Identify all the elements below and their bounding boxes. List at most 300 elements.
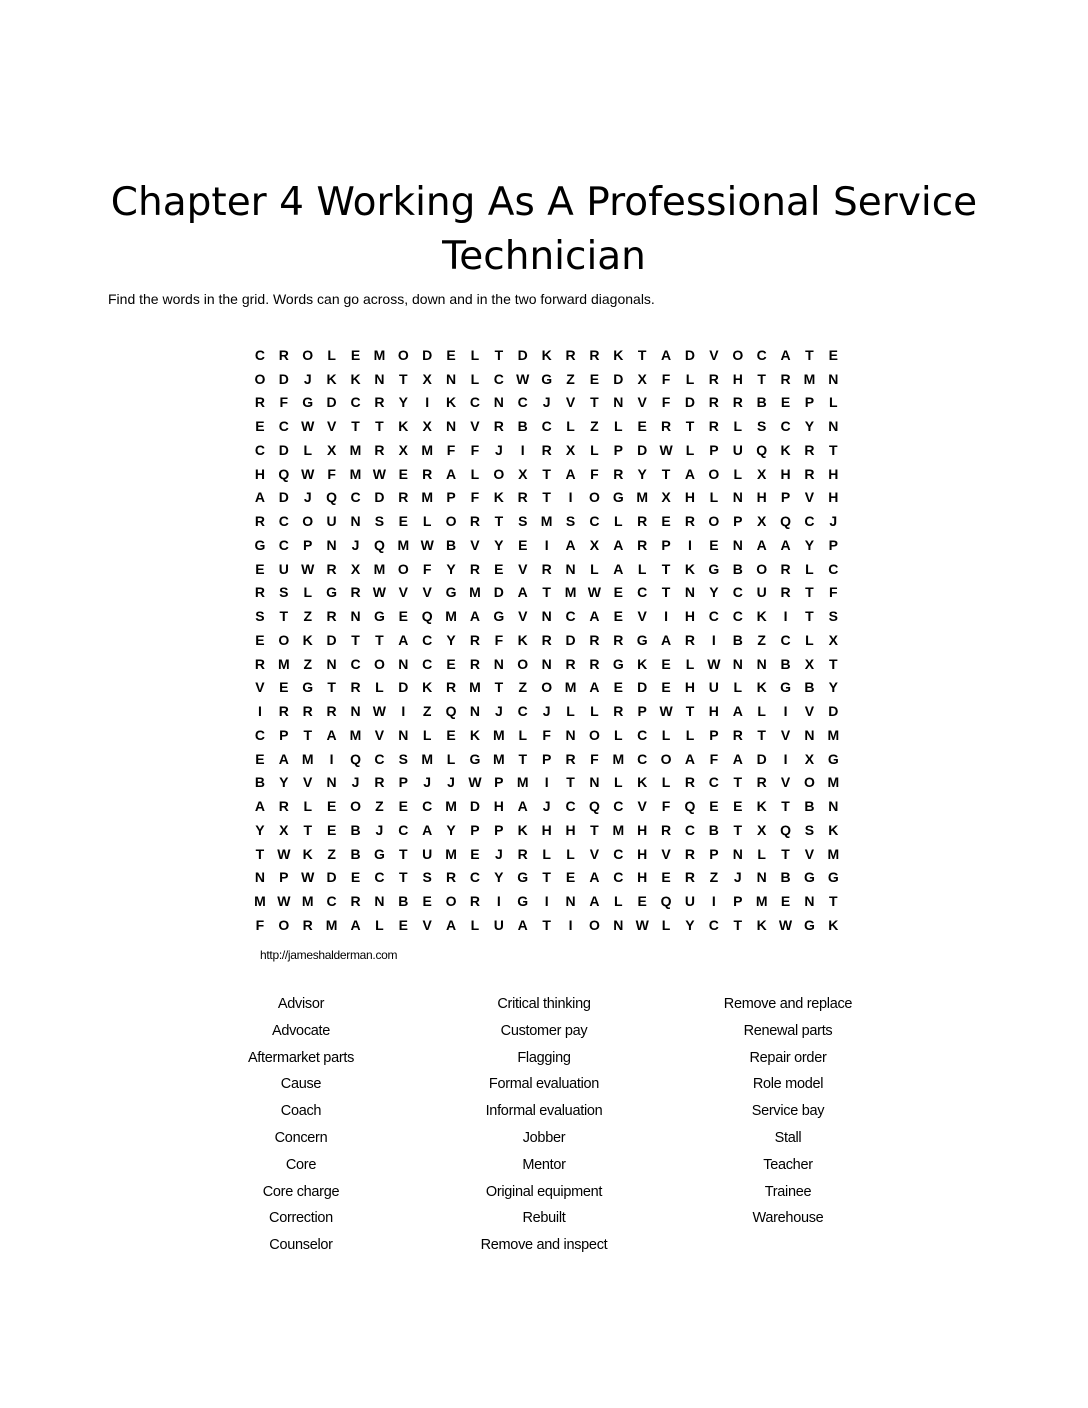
grid-letter: W bbox=[587, 584, 602, 601]
grid-letter: U bbox=[756, 584, 767, 601]
grid-letter: V bbox=[518, 608, 528, 625]
grid-letter: P bbox=[780, 489, 791, 506]
grid-letter: A bbox=[732, 703, 743, 720]
grid-letter: Y bbox=[804, 418, 815, 435]
grid-letter: P bbox=[709, 726, 719, 743]
grid-letter: Z bbox=[590, 418, 599, 435]
grid-letter: M bbox=[421, 750, 434, 767]
grid-letter: M bbox=[827, 845, 840, 862]
grid-letter: X bbox=[589, 536, 600, 553]
grid-letter: O bbox=[541, 679, 553, 696]
grid-letter: V bbox=[326, 418, 337, 435]
grid-letter: L bbox=[661, 916, 671, 933]
grid-letter: E bbox=[637, 418, 647, 435]
grid-letter: N bbox=[326, 536, 337, 553]
grid-letter: C bbox=[708, 916, 719, 933]
grid-letter: W bbox=[468, 774, 482, 791]
grid-letter: C bbox=[254, 346, 265, 363]
grid-letter: N bbox=[446, 370, 457, 387]
word-list-item: Jobber bbox=[522, 1129, 566, 1146]
grid-letter: M bbox=[301, 893, 314, 910]
grid-letter: B bbox=[780, 655, 791, 672]
grid-letter: N bbox=[756, 869, 767, 886]
grid-letter: G bbox=[373, 845, 385, 862]
grid-letter: K bbox=[756, 679, 767, 696]
grid-letter: C bbox=[613, 798, 624, 815]
word-column-2 bbox=[422, 992, 666, 1260]
grid-letter: W bbox=[277, 845, 291, 862]
grid-letter: C bbox=[637, 726, 648, 743]
grid-letter: Q bbox=[373, 536, 385, 553]
grid-letter: Y bbox=[804, 536, 815, 553]
grid-letter: R bbox=[278, 703, 289, 720]
grid-letter: C bbox=[804, 513, 815, 530]
grid-letter: M bbox=[373, 560, 386, 577]
grid-letter: L bbox=[518, 726, 528, 743]
grid-letter: L bbox=[470, 465, 480, 482]
grid-letter: M bbox=[278, 655, 290, 672]
grid-letter: U bbox=[708, 679, 719, 696]
grid-letter: O bbox=[254, 370, 266, 387]
grid-letter: E bbox=[350, 869, 361, 886]
grid-letter: E bbox=[398, 608, 408, 625]
grid-letter: C bbox=[469, 869, 481, 886]
grid-letter: K bbox=[637, 774, 648, 791]
grid-letter: R bbox=[613, 631, 624, 648]
grid-letter: H bbox=[708, 703, 719, 720]
grid-letter: R bbox=[780, 370, 791, 387]
grid-letter: A bbox=[589, 893, 600, 910]
grid-letter: V bbox=[589, 845, 600, 862]
grid-letter: X bbox=[422, 370, 432, 387]
grid-letter: B bbox=[708, 821, 719, 838]
grid-letter: E bbox=[780, 893, 791, 910]
grid-letter: I bbox=[496, 893, 501, 910]
grid-letter: S bbox=[756, 418, 767, 435]
grid-letter: T bbox=[542, 489, 551, 506]
grid-letter: O bbox=[588, 916, 600, 933]
grid-letter: V bbox=[565, 394, 576, 411]
grid-letter: T bbox=[733, 821, 743, 838]
grid-letter: E bbox=[446, 726, 456, 743]
grid-letter: T bbox=[829, 655, 838, 672]
grid-letter: W bbox=[372, 584, 386, 601]
grid-letter: S bbox=[255, 608, 265, 625]
grid-letter: C bbox=[469, 394, 481, 411]
grid-letter: H bbox=[637, 821, 648, 838]
grid-letter: D bbox=[398, 679, 409, 696]
grid-letter: H bbox=[684, 679, 696, 696]
grid-letter: R bbox=[469, 513, 481, 530]
grid-letter: L bbox=[733, 418, 743, 435]
grid-letter: P bbox=[446, 489, 456, 506]
grid-letter: I bbox=[711, 893, 716, 910]
grid-letter: R bbox=[446, 679, 457, 696]
grid-letter: R bbox=[350, 584, 361, 601]
grid-letter: J bbox=[542, 703, 551, 720]
grid-letter: U bbox=[732, 441, 743, 458]
grid-letter: N bbox=[493, 394, 504, 411]
grid-letter: X bbox=[756, 513, 767, 530]
grid-letter: R bbox=[374, 441, 385, 458]
grid-letter: P bbox=[303, 536, 313, 553]
grid-letter: I bbox=[568, 489, 573, 506]
grid-letter: T bbox=[351, 418, 360, 435]
grid-letter: S bbox=[279, 584, 289, 601]
grid-letter: R bbox=[469, 560, 481, 577]
grid-letter: L bbox=[614, 726, 623, 743]
grid-letter: E bbox=[398, 916, 408, 933]
grid-letter: X bbox=[637, 370, 647, 387]
grid-letter: Z bbox=[422, 703, 432, 720]
grid-letter: L bbox=[805, 560, 814, 577]
grid-letter: H bbox=[637, 869, 648, 886]
word-list-item: Repair order bbox=[749, 1049, 827, 1066]
grid-letter: N bbox=[732, 845, 743, 862]
grid-letter: L bbox=[805, 631, 814, 648]
grid-letter: N bbox=[684, 584, 696, 601]
grid-letter: R bbox=[589, 631, 600, 648]
grid-letter: T bbox=[494, 513, 504, 530]
grid-letter: L bbox=[685, 370, 695, 387]
grid-letter: R bbox=[661, 418, 672, 435]
grid-letter: N bbox=[541, 655, 552, 672]
grid-letter: C bbox=[565, 798, 576, 815]
grid-letter: K bbox=[828, 821, 839, 838]
grid-letter: C bbox=[708, 774, 719, 791]
grid-letter: A bbox=[350, 916, 361, 933]
grid-letter: O bbox=[445, 893, 457, 910]
grid-letter: X bbox=[756, 821, 767, 838]
grid-letter: F bbox=[661, 798, 671, 815]
grid-letter: U bbox=[326, 513, 337, 530]
grid-letter: C bbox=[254, 726, 265, 743]
grid-letter: C bbox=[326, 893, 337, 910]
grid-letter: K bbox=[302, 845, 313, 862]
grid-letter: N bbox=[374, 370, 385, 387]
grid-letter: W bbox=[301, 465, 315, 482]
grid-letter: O bbox=[660, 750, 672, 767]
grid-letter: S bbox=[828, 608, 838, 625]
grid-letter: N bbox=[326, 655, 337, 672]
grid-letter: E bbox=[255, 418, 265, 435]
grid-letter: C bbox=[613, 845, 624, 862]
grid-letter: T bbox=[518, 750, 528, 767]
grid-letter: I bbox=[664, 608, 669, 625]
word-list-item: Trainee bbox=[764, 1183, 812, 1200]
grid-letter: C bbox=[278, 536, 289, 553]
grid-letter: P bbox=[828, 536, 838, 553]
grid-letter: H bbox=[828, 465, 839, 482]
grid-letter: Z bbox=[327, 845, 336, 862]
grid-letter: M bbox=[493, 750, 505, 767]
grid-letter: T bbox=[279, 608, 289, 625]
grid-letter: F bbox=[661, 394, 671, 411]
grid-letter: L bbox=[470, 370, 480, 387]
grid-letter: N bbox=[398, 726, 409, 743]
grid-letter: N bbox=[469, 703, 481, 720]
grid-letter: P bbox=[637, 703, 647, 720]
grid-letter: E bbox=[709, 798, 719, 815]
grid-letter: M bbox=[445, 608, 457, 625]
grid-letter: I bbox=[520, 441, 525, 458]
grid-letter: D bbox=[493, 584, 504, 601]
grid-letter: K bbox=[756, 608, 767, 625]
grid-letter: P bbox=[709, 441, 719, 458]
grid-letter: L bbox=[685, 441, 695, 458]
grid-letter: R bbox=[613, 465, 624, 482]
grid-letter: C bbox=[422, 631, 433, 648]
grid-letter: M bbox=[469, 679, 481, 696]
grid-letter: V bbox=[637, 608, 647, 625]
grid-letter: M bbox=[827, 726, 840, 743]
grid-letter: T bbox=[661, 584, 671, 601]
grid-letter: R bbox=[732, 726, 743, 743]
grid-letter: W bbox=[301, 560, 315, 577]
grid-letter: J bbox=[494, 441, 503, 458]
grid-letter: G bbox=[517, 893, 529, 910]
grid-letter: P bbox=[494, 821, 504, 838]
grid-letter: Y bbox=[494, 536, 504, 553]
grid-letter: J bbox=[351, 536, 360, 553]
grid-letter: L bbox=[614, 893, 623, 910]
grid-letter: P bbox=[613, 441, 623, 458]
grid-letter: T bbox=[542, 465, 551, 482]
grid-letter: R bbox=[326, 608, 337, 625]
grid-letter: R bbox=[780, 584, 791, 601]
grid-letter: C bbox=[278, 418, 289, 435]
grid-letter: C bbox=[350, 655, 361, 672]
grid-letter: N bbox=[732, 655, 743, 672]
word-list-item: Rebuilt bbox=[522, 1210, 566, 1227]
grid-letter: L bbox=[685, 726, 695, 743]
grid-letter: R bbox=[565, 750, 576, 767]
grid-letter: R bbox=[493, 418, 504, 435]
grid-letter: P bbox=[804, 394, 815, 411]
grid-letter: R bbox=[446, 869, 457, 886]
grid-letter: N bbox=[398, 655, 409, 672]
grid-letter: R bbox=[637, 536, 648, 553]
grid-letter: T bbox=[494, 679, 504, 696]
grid-letter: C bbox=[613, 869, 624, 886]
grid-letter: L bbox=[542, 845, 551, 862]
grid-letter: U bbox=[422, 845, 433, 862]
grid-letter: N bbox=[732, 489, 743, 506]
grid-letter: L bbox=[661, 774, 671, 791]
grid-letter: T bbox=[399, 869, 408, 886]
word-list-item: Core bbox=[285, 1156, 317, 1173]
grid-letter: M bbox=[493, 726, 505, 743]
grid-letter: T bbox=[590, 394, 599, 411]
grid-letter: I bbox=[258, 703, 262, 720]
word-list-item: Core charge bbox=[262, 1183, 340, 1200]
grid-letter: Z bbox=[303, 608, 312, 625]
word-list-item: Cause bbox=[280, 1076, 322, 1093]
grid-letter: R bbox=[756, 774, 767, 791]
grid-letter: R bbox=[708, 370, 719, 387]
grid-letter: Y bbox=[709, 584, 719, 601]
grid-letter: J bbox=[303, 370, 312, 387]
grid-letter: L bbox=[422, 726, 432, 743]
grid-letter: C bbox=[254, 441, 265, 458]
grid-letter: T bbox=[327, 679, 336, 696]
grid-letter: K bbox=[756, 798, 767, 815]
grid-letter: A bbox=[422, 821, 433, 838]
grid-letter: V bbox=[303, 774, 313, 791]
grid-letter: R bbox=[637, 513, 648, 530]
grid-letter: M bbox=[803, 370, 816, 387]
grid-letter: Y bbox=[398, 394, 408, 411]
grid-letter: E bbox=[661, 655, 671, 672]
grid-letter: C bbox=[398, 821, 409, 838]
grid-letter: W bbox=[707, 655, 721, 672]
grid-letter: Y bbox=[637, 465, 647, 482]
grid-letter: M bbox=[540, 513, 553, 530]
grid-letter: L bbox=[590, 441, 599, 458]
grid-letter: E bbox=[518, 536, 528, 553]
grid-letter: F bbox=[590, 750, 599, 767]
grid-letter: D bbox=[684, 346, 696, 363]
grid-letter: N bbox=[828, 798, 839, 815]
grid-letter: R bbox=[732, 394, 743, 411]
grid-letter: Y bbox=[446, 821, 456, 838]
grid-letter: Y bbox=[446, 631, 456, 648]
word-column-3 bbox=[666, 992, 910, 1260]
word-list-item: Original equipment bbox=[485, 1183, 603, 1200]
grid-letter: W bbox=[372, 703, 386, 720]
grid-letter: V bbox=[255, 679, 265, 696]
grid-letter: D bbox=[637, 679, 648, 696]
grid-letter: I bbox=[544, 536, 549, 553]
grid-letter: B bbox=[780, 869, 791, 886]
grid-letter: A bbox=[780, 346, 791, 363]
grid-letter: T bbox=[661, 465, 671, 482]
grid-letter: E bbox=[398, 513, 408, 530]
grid-letter: T bbox=[757, 726, 766, 743]
grid-letter: L bbox=[637, 560, 647, 577]
grid-letter: X bbox=[804, 750, 815, 767]
grid-letter: R bbox=[350, 893, 361, 910]
grid-letter: R bbox=[422, 465, 433, 482]
grid-letter: R bbox=[684, 869, 696, 886]
grid-letter: R bbox=[517, 489, 528, 506]
grid-letter: K bbox=[398, 418, 409, 435]
grid-letter: P bbox=[709, 845, 719, 862]
word-list-item: Coach bbox=[280, 1103, 322, 1120]
grid-letter: T bbox=[590, 821, 599, 838]
grid-letter: L bbox=[470, 346, 480, 363]
grid-letter: R bbox=[589, 655, 600, 672]
grid-letter: C bbox=[780, 418, 791, 435]
word-column-1 bbox=[180, 992, 422, 1260]
grid-letter: N bbox=[732, 536, 743, 553]
grid-letter: L bbox=[733, 465, 743, 482]
grid-letter: M bbox=[397, 536, 410, 553]
grid-letter: D bbox=[565, 631, 576, 648]
grid-letter: D bbox=[278, 441, 289, 458]
grid-letter: K bbox=[541, 346, 552, 363]
grid-letter: J bbox=[351, 774, 360, 791]
grid-letter: R bbox=[684, 513, 696, 530]
grid-letter: L bbox=[446, 750, 456, 767]
grid-letter: K bbox=[613, 346, 624, 363]
word-list-item: Customer pay bbox=[500, 1022, 588, 1039]
grid-letter: B bbox=[756, 394, 767, 411]
grid-letter: E bbox=[661, 869, 671, 886]
grid-letter: N bbox=[254, 869, 265, 886]
grid-letter: I bbox=[783, 703, 788, 720]
grid-letter: O bbox=[278, 916, 290, 933]
grid-letter: C bbox=[541, 418, 552, 435]
grid-letter: X bbox=[756, 465, 767, 482]
grid-letter: O bbox=[708, 465, 720, 482]
grid-letter: G bbox=[612, 655, 624, 672]
grid-letter: T bbox=[733, 916, 743, 933]
grid-letter: N bbox=[565, 726, 576, 743]
grid-letter: R bbox=[541, 560, 552, 577]
grid-letter: I bbox=[329, 750, 334, 767]
grid-letter: Y bbox=[828, 679, 838, 696]
grid-letter: T bbox=[685, 703, 695, 720]
grid-letter: G bbox=[708, 560, 720, 577]
grid-letter: T bbox=[733, 774, 743, 791]
grid-letter: V bbox=[398, 584, 408, 601]
grid-letter: M bbox=[349, 465, 362, 482]
grid-letter: V bbox=[661, 845, 671, 862]
grid-letter: R bbox=[374, 394, 385, 411]
grid-letter: A bbox=[565, 465, 576, 482]
grid-letter: L bbox=[614, 774, 623, 791]
grid-letter: P bbox=[733, 513, 743, 530]
letter-grid bbox=[248, 343, 845, 937]
grid-letter: C bbox=[517, 394, 528, 411]
grid-letter: E bbox=[255, 750, 265, 767]
grid-letter: T bbox=[399, 845, 408, 862]
grid-letter: D bbox=[684, 394, 696, 411]
grid-letter: T bbox=[375, 418, 384, 435]
grid-letter: B bbox=[398, 893, 409, 910]
grid-letter: B bbox=[804, 679, 815, 696]
grid-letter: J bbox=[494, 845, 503, 862]
grid-letter: I bbox=[544, 774, 549, 791]
grid-letter: X bbox=[828, 631, 838, 648]
grid-letter: R bbox=[254, 584, 265, 601]
grid-letter: K bbox=[302, 631, 313, 648]
grid-letter: X bbox=[804, 655, 815, 672]
grid-letter: E bbox=[661, 513, 671, 530]
grid-letter: C bbox=[565, 608, 576, 625]
grid-letter: O bbox=[493, 465, 505, 482]
grid-letter: N bbox=[828, 370, 839, 387]
grid-letter: J bbox=[542, 798, 551, 815]
grid-letter: H bbox=[637, 845, 648, 862]
grid-letter: E bbox=[255, 631, 265, 648]
grid-letter: L bbox=[614, 513, 623, 530]
grid-letter: M bbox=[421, 441, 434, 458]
grid-letter: O bbox=[756, 560, 768, 577]
grid-letter: R bbox=[517, 845, 528, 862]
grid-letter: V bbox=[518, 560, 528, 577]
grid-letter: G bbox=[827, 869, 839, 886]
grid-letter: E bbox=[828, 346, 838, 363]
grid-letter: H bbox=[541, 821, 552, 838]
grid-letter: E bbox=[565, 869, 576, 886]
grid-letter: J bbox=[423, 774, 432, 791]
grid-letter: D bbox=[422, 346, 433, 363]
grid-letter: E bbox=[613, 584, 623, 601]
grid-letter: P bbox=[398, 774, 408, 791]
grid-letter: V bbox=[637, 394, 647, 411]
